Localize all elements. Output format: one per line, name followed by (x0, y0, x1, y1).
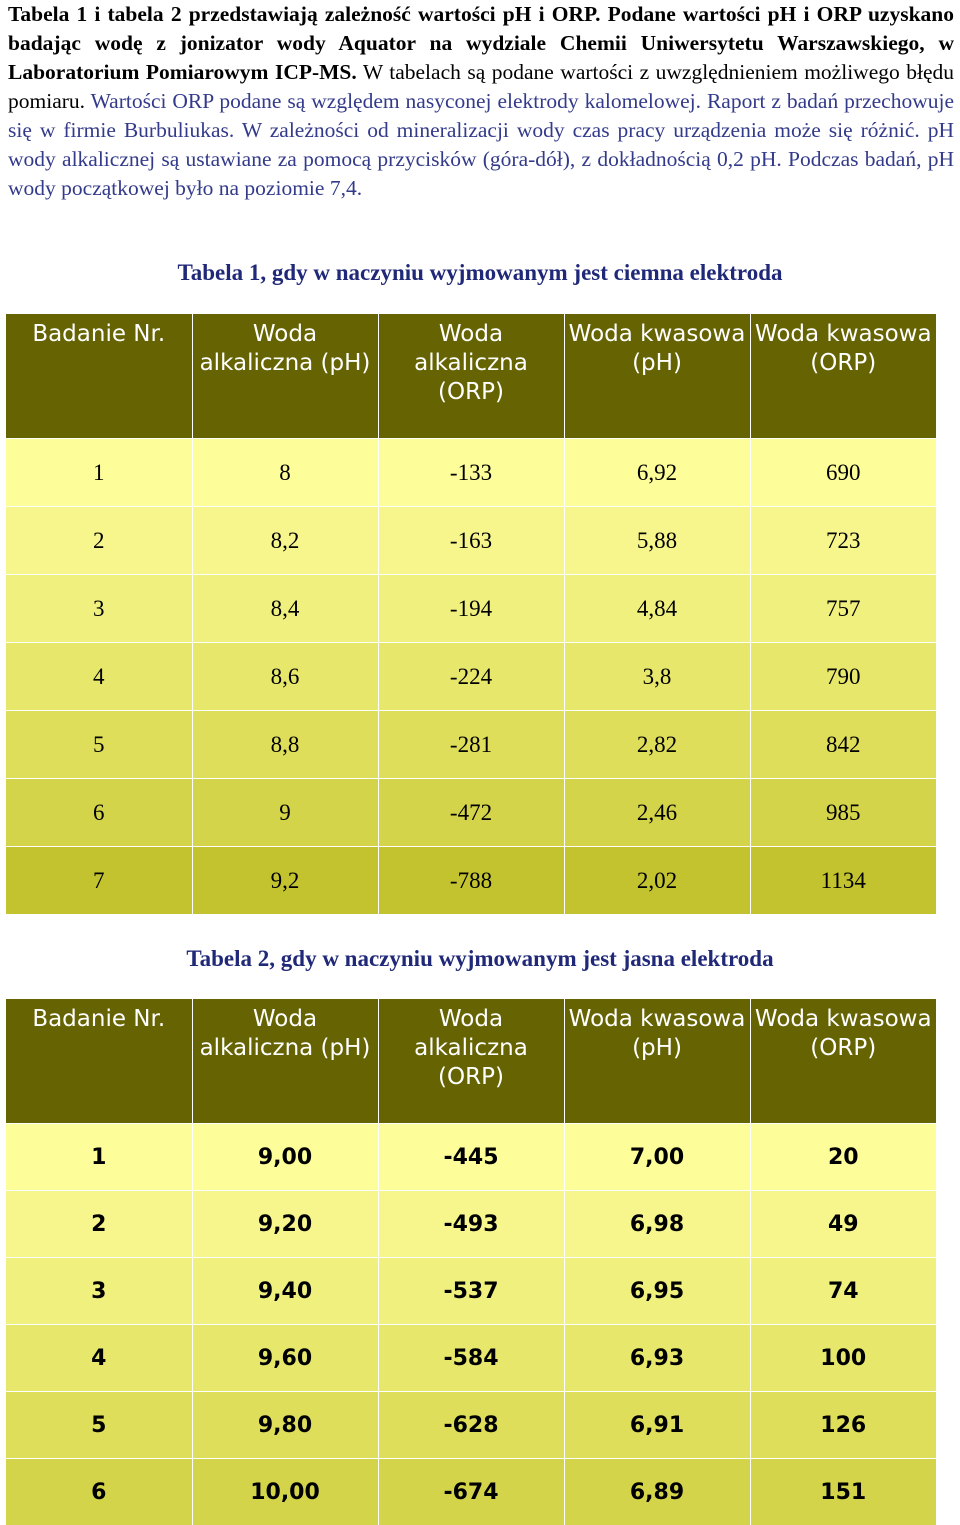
cell-alk-orp: -584 (378, 1325, 564, 1392)
cell-alk-orp: -163 (378, 507, 564, 575)
table-row (6, 507, 936, 575)
cell-badanie: 6 (6, 779, 192, 847)
cell-kw-ph: 6,91 (564, 1392, 750, 1459)
cell-kw-orp: 20 (750, 1124, 936, 1191)
header-kw-ph: Woda kwasowa (pH) (564, 314, 750, 439)
cell-alk-orp: -133 (378, 439, 564, 507)
header-kw-orp: Woda kwasowa (ORP) (750, 999, 936, 1124)
cell-kw-orp: 49 (750, 1191, 936, 1258)
table-row (6, 1459, 936, 1525)
cell-badanie: 7 (6, 847, 192, 915)
cell-kw-ph: 6,98 (564, 1191, 750, 1258)
header-alk-orp: Woda alkaliczna (ORP) (378, 314, 564, 439)
cell-badanie: 5 (6, 1392, 192, 1459)
cell-badanie: 2 (6, 1191, 192, 1258)
cell-alk-ph: 9,40 (192, 1258, 378, 1325)
cell-badanie: 2 (6, 507, 192, 575)
cell-kw-ph: 6,92 (564, 439, 750, 507)
cell-kw-orp: 1134 (750, 847, 936, 915)
cell-kw-ph: 5,88 (564, 507, 750, 575)
cell-kw-ph: 6,95 (564, 1258, 750, 1325)
cell-badanie: 5 (6, 711, 192, 779)
intro-tail-text: pH wody alkalicznej są ustawiane za pomocą przycisków (góra-dół), z dokładnością 0,2 pH. Podczas badań, pH wody początkowej było na poziomie 7,4. (8, 118, 954, 200)
table-row (6, 1325, 936, 1392)
cell-badanie: 1 (6, 1124, 192, 1191)
table-row (6, 1258, 936, 1325)
table-row (6, 779, 936, 847)
cell-alk-orp: -493 (378, 1191, 564, 1258)
table-row (6, 1124, 936, 1191)
cell-kw-orp: 757 (750, 575, 936, 643)
cell-kw-orp: 74 (750, 1258, 936, 1325)
cell-kw-ph: 4,84 (564, 575, 750, 643)
cell-alk-ph: 9,80 (192, 1392, 378, 1459)
header-kw-orp: Woda kwasowa (ORP) (750, 314, 936, 439)
cell-kw-ph: 6,89 (564, 1459, 750, 1525)
cell-badanie: 1 (6, 439, 192, 507)
cell-alk-ph: 8,6 (192, 643, 378, 711)
intro-bold-text: Tabela 1 i tabela 2 przedstawiają zależność wartości pH i ORP. Podane wartości pH i ORP uzyskano badając wodę z jonizator wody Aquator na wydziale Chemii Uniwersytetu Warszawskiego, w Laboratorium Pomiarowym ICP-MS. (8, 2, 954, 84)
intro-normal-text: W tabelach są podane wartości z uwzględnieniem możliwego błędu pomiaru. (8, 60, 954, 113)
cell-badanie: 4 (6, 643, 192, 711)
table1 (6, 314, 936, 914)
cell-kw-orp: 790 (750, 643, 936, 711)
cell-alk-ph: 8,8 (192, 711, 378, 779)
cell-kw-orp: 723 (750, 507, 936, 575)
cell-kw-ph: 7,00 (564, 1124, 750, 1191)
cell-alk-orp: -788 (378, 847, 564, 915)
cell-alk-ph: 9,60 (192, 1325, 378, 1392)
table2-title: Tabela 2, gdy w naczyniu wyjmowanym jest jasna elektroda (0, 945, 960, 973)
cell-kw-ph: 2,46 (564, 779, 750, 847)
cell-alk-ph: 8 (192, 439, 378, 507)
cell-kw-ph: 3,8 (564, 643, 750, 711)
cell-kw-orp: 690 (750, 439, 936, 507)
cell-badanie: 3 (6, 1258, 192, 1325)
cell-kw-ph: 6,93 (564, 1325, 750, 1392)
header-badanie: Badanie Nr. (6, 999, 192, 1124)
cell-alk-orp: -537 (378, 1258, 564, 1325)
table2-header-row (6, 999, 936, 1124)
cell-kw-orp: 151 (750, 1459, 936, 1525)
table-row (6, 1392, 936, 1459)
cell-alk-orp: -674 (378, 1459, 564, 1525)
table1-header-row (6, 314, 936, 439)
intro-paragraph (8, 0, 954, 203)
header-alk-ph: Woda alkaliczna (pH) (192, 314, 378, 439)
cell-alk-ph: 10,00 (192, 1459, 378, 1525)
header-badanie: Badanie Nr. (6, 314, 192, 439)
table-row (6, 847, 936, 915)
cell-alk-ph: 8,4 (192, 575, 378, 643)
table-row (6, 1191, 936, 1258)
cell-badanie: 6 (6, 1459, 192, 1525)
cell-kw-ph: 2,02 (564, 847, 750, 915)
cell-alk-orp: -281 (378, 711, 564, 779)
cell-alk-orp: -628 (378, 1392, 564, 1459)
cell-alk-ph: 9,00 (192, 1124, 378, 1191)
cell-kw-orp: 126 (750, 1392, 936, 1459)
cell-kw-orp: 842 (750, 711, 936, 779)
header-alk-orp: Woda alkaliczna (ORP) (378, 999, 564, 1124)
table-row (6, 575, 936, 643)
cell-alk-orp: -224 (378, 643, 564, 711)
cell-alk-orp: -194 (378, 575, 564, 643)
table-row (6, 643, 936, 711)
header-kw-ph: Woda kwasowa (pH) (564, 999, 750, 1124)
cell-badanie: 4 (6, 1325, 192, 1392)
table-row (6, 711, 936, 779)
table2 (6, 999, 936, 1525)
cell-alk-orp: -472 (378, 779, 564, 847)
cell-kw-orp: 985 (750, 779, 936, 847)
intro-blue-text: Wartości ORP podane są względem nasyconej elektrody kalomelowej. Raport z badań przechowuje się w firmie Burbuliukas. W zależności od mineralizacji wody czas pracy urządzenia może się różnić. (8, 89, 954, 142)
cell-badanie: 3 (6, 575, 192, 643)
cell-alk-ph: 8,2 (192, 507, 378, 575)
header-alk-ph: Woda alkaliczna (pH) (192, 999, 378, 1124)
cell-alk-orp: -445 (378, 1124, 564, 1191)
cell-kw-orp: 100 (750, 1325, 936, 1392)
cell-kw-ph: 2,82 (564, 711, 750, 779)
cell-alk-ph: 9,20 (192, 1191, 378, 1258)
cell-alk-ph: 9 (192, 779, 378, 847)
cell-alk-ph: 9,2 (192, 847, 378, 915)
table1-title: Tabela 1, gdy w naczyniu wyjmowanym jest ciemna elektroda (0, 259, 960, 287)
table-row (6, 439, 936, 507)
